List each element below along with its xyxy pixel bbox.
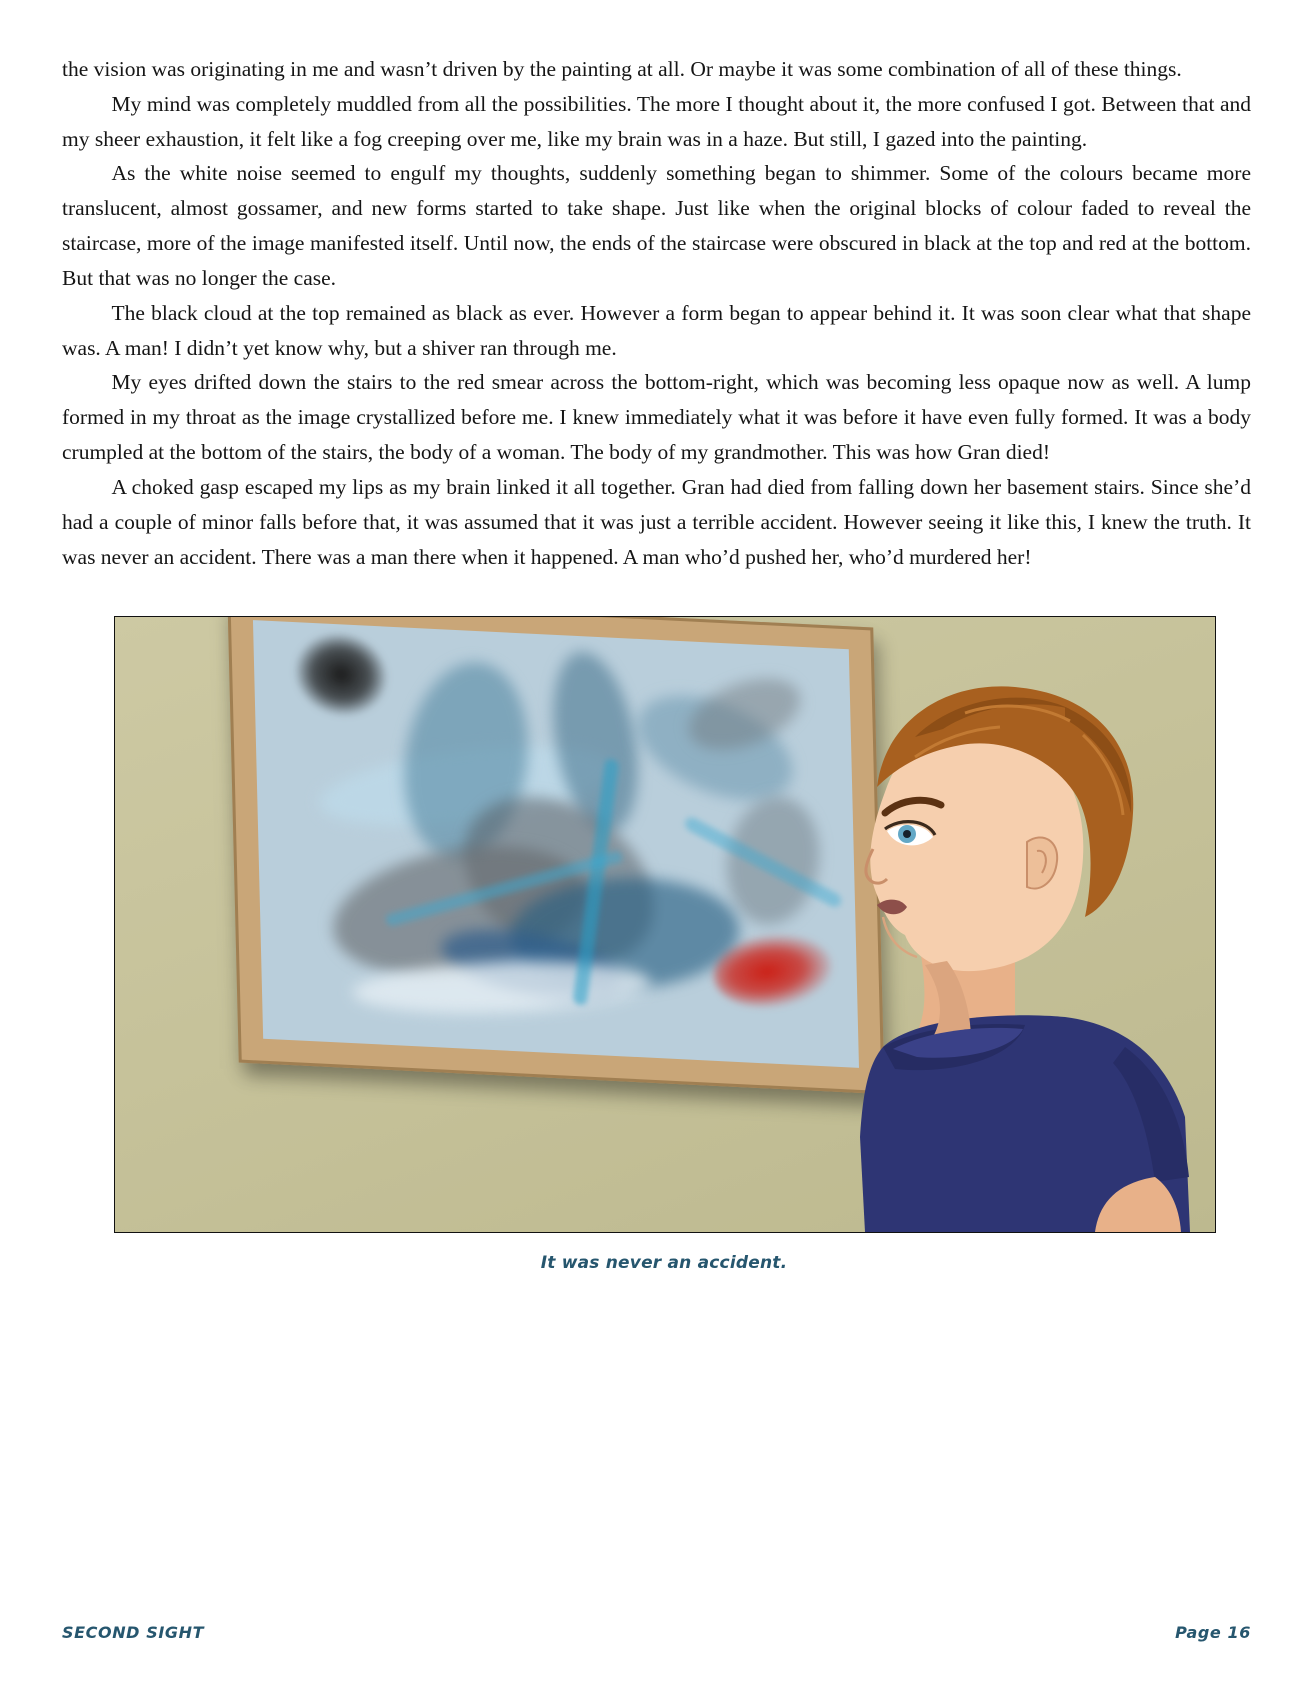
paragraph-2: My mind was completely muddled from all the possibilities. The more I thought about it, the more confused I got. Between that and my sheer exhaustion, it felt like a fog creeping over me, like my brain was in a haze. But still, I gazed into the painting. [62,91,1251,151]
page-footer [62,1623,1251,1642]
figure-caption: It was never an accident. [540,1253,788,1274]
paragraph-3: As the white noise seemed to engulf my thoughts, suddenly something began to shimmer. Some of the colours became more translucent, almost gossamer, and new forms started to take shape. Just like when the original blocks of colour faded to reveal the staircase, more of the image manifested itself. Until now, the ends of the staircase were obscured in black at the top and red at the bottom. But that was no longer the case. [62,161,1251,290]
body-text-block [62,52,1251,574]
footer-page-number: Page 16 [1175,1623,1251,1642]
paragraph-1: the vision was originating in me and wasn’t driven by the painting at all. Or maybe it was some combination of all of these things. [62,57,1182,81]
footer-book-title: SECOND SIGHT [62,1623,205,1642]
boy-character [765,617,1195,1232]
figure [114,616,1214,1273]
black-cloud-smudge [295,633,387,718]
paragraph-5: My eyes drifted down the stairs to the red smear across the bottom-right, which was becoming less opaque now as well. A lump formed in my throat as the image crystallized before me. I knew immediately what it was before it have even fully formed. It was a body crumpled at the bottom of the stairs, the body of a woman. The body of my grandmother. This was how Gran died! [62,370,1251,465]
paragraph-4: The black cloud at the top remained as black as ever. However a form began to appear behind it. It was soon clear what that shape was. A man! I didn’t yet know why, but a shiver ran through me. [62,300,1251,360]
paragraph-6: A choked gasp escaped my lips as my brain linked it all together. Gran had died from falling down her basement stairs. Since she’d had a couple of minor falls before that, it was assumed that it was just a terrible accident. However seeing it like this, I knew the truth. It was never an accident. There was a man there when it happened. A man who’d pushed her, who’d murdered her! [62,474,1251,569]
illustration-image [114,616,1216,1233]
